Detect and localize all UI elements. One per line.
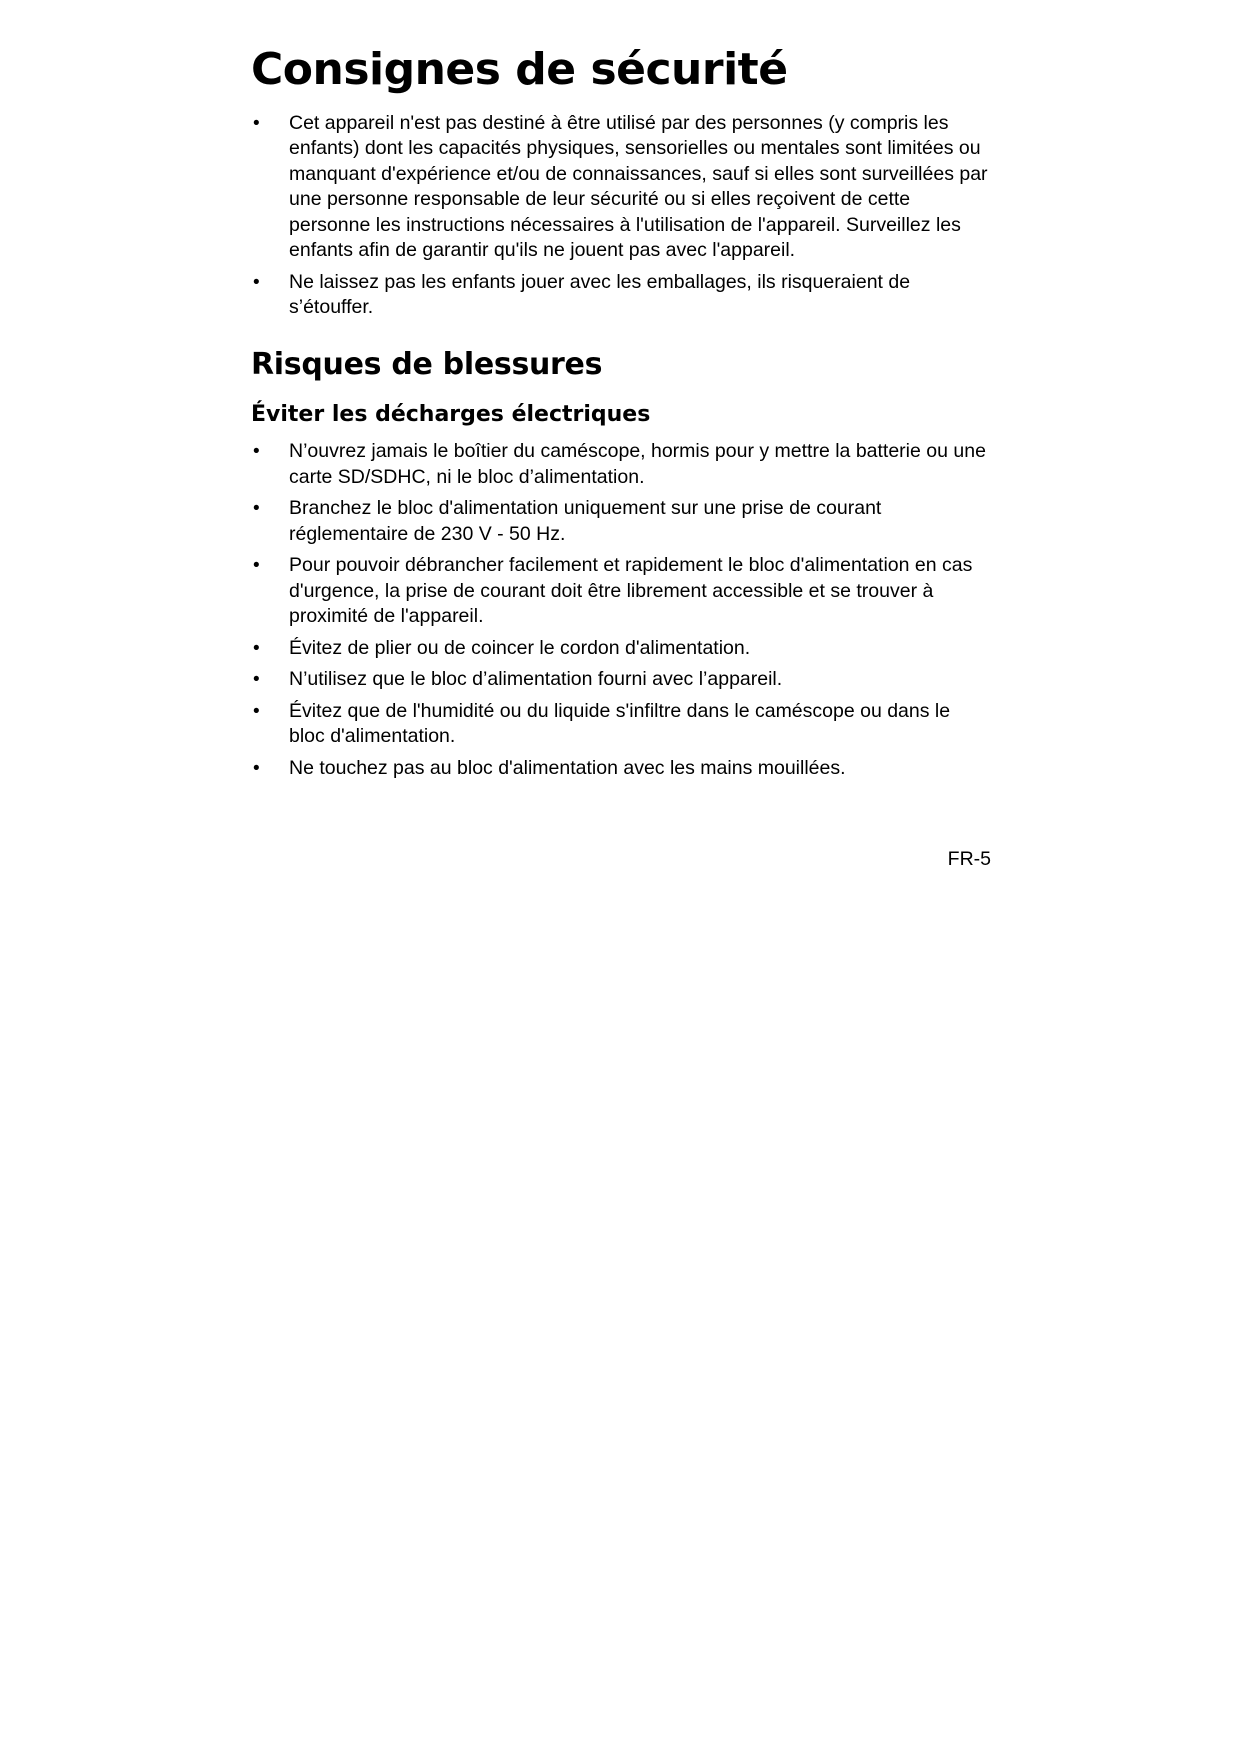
list-item-text: Pour pouvoir débrancher facilement et rapidement le bloc d'alimentation en cas d'urgence, la prise de courant doit être librement accessible et se trouver à proximité de l'appareil. (289, 554, 973, 628)
list-item-text: Évitez que de l'humidité ou du liquide s'infiltre dans le caméscope ou dans le bloc d'alimentation. (289, 699, 951, 748)
document-page (251, 44, 991, 787)
list-item-text: N’ouvrez jamais le boîtier du caméscope, hormis pour y mettre la batterie ou une carte SD/SDHC, ni le bloc d’alimentation. (289, 440, 986, 488)
list-item (251, 699, 991, 750)
list-item (251, 667, 991, 693)
subsection-title: Éviter les décharges électriques (251, 401, 651, 427)
list-item (251, 756, 991, 782)
list-item-text: Branchez le bloc d'alimentation uniquement sur une prise de courant réglementaire de 230 V - 50 Hz. (289, 497, 882, 545)
list-item-text: Ne laissez pas les enfants jouer avec les emballages, ils risqueraient de s’étouffer. (289, 270, 911, 319)
bullet-icon: • (253, 700, 260, 722)
intro-bullet-list (251, 111, 991, 321)
bullet-icon: • (253, 555, 260, 577)
list-item (251, 636, 991, 662)
bullet-icon: • (253, 112, 260, 134)
bullet-icon: • (253, 757, 260, 779)
list-item-text: Ne touchez pas au bloc d'alimentation avec les mains mouillées. (289, 756, 846, 779)
electric-bullet-list (251, 439, 991, 781)
list-item (251, 111, 991, 264)
list-item (251, 270, 991, 321)
bullet-icon: • (253, 441, 260, 463)
list-item-text: Évitez de plier ou de coincer le cordon d'alimentation. (289, 636, 751, 659)
bullet-icon: • (253, 271, 260, 293)
bullet-icon: • (253, 669, 260, 691)
list-item-text: Cet appareil n'est pas destiné à être utilisé par des personnes (y compris les enfants) dont les capacités physiques, sensorielles ou mentales sont limitées ou manquant d'expérience et/ou de connaissances, sauf si elles sont surveillées par une personne responsable de leur sécurité ou si elles reçoivent de cette personne les instructions nécessaires à l'utilisation de l'appareil. Surveillez les enfants afin de garantir qu'ils ne jouent pas avec l'appareil. (289, 111, 988, 262)
list-item-text: N’utilisez que le bloc d’alimentation fourni avec l’appareil. (289, 668, 783, 691)
list-item (251, 439, 991, 490)
page-number: FR-5 (947, 848, 991, 870)
page-title: Consignes de sécurité (251, 44, 788, 95)
bullet-icon: • (253, 637, 260, 659)
list-item (251, 553, 991, 630)
list-item (251, 496, 991, 547)
bullet-icon: • (253, 498, 260, 520)
section-title: Risques de blessures (251, 346, 603, 382)
